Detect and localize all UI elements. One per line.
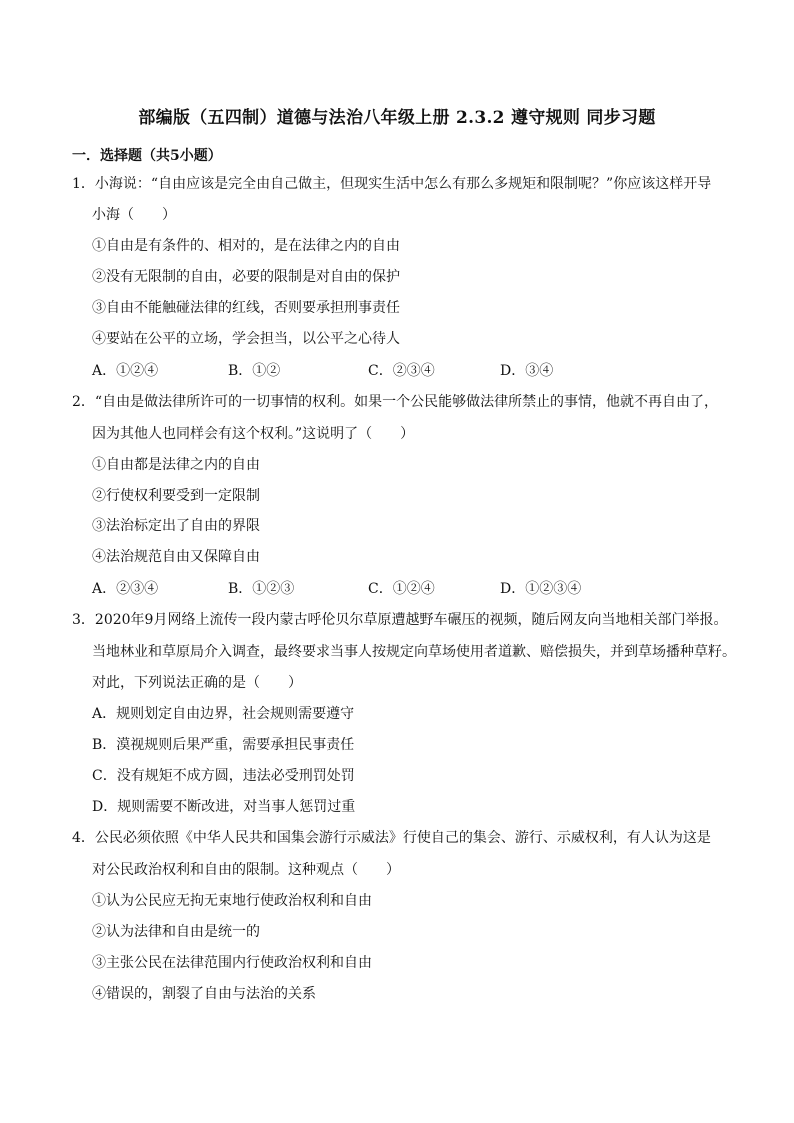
- question-4-item-1: ①认为公民应无拘无束地行使政治权利和自由: [92, 893, 372, 909]
- question-3-option-b: B．漠视规则后果严重，需要承担民事责任: [92, 737, 355, 753]
- choice-d: D．①②③④: [500, 581, 582, 597]
- question-2-item-2: ②行使权利要受到一定限制: [92, 488, 260, 504]
- question-4-item-3: ③主张公民在法律范围内行使政治权利和自由: [92, 955, 372, 971]
- page-title: 部编版（五四制）道德与法治八年级上册 2.3.2 遵守规则 同步习题: [138, 108, 656, 128]
- choice-b: B．①②③: [228, 581, 295, 597]
- choice-a: A．②③④: [92, 581, 159, 597]
- question-3-option-a: A．规则划定自由边界，社会规则需要遵守: [92, 706, 355, 722]
- question-4-item-4: ④错误的，割裂了自由与法治的关系: [92, 986, 316, 1002]
- question-1-item-3: ③自由不能触碰法律的红线，否则要承担刑事责任: [92, 300, 400, 316]
- question-3-line-2: 当地林业和草原局介入调查，最终要求当事人按规定向草场使用者道歉、赔偿损失，并到草场播种草籽。: [92, 644, 736, 660]
- question-3-option-d: D．规则需要不断改进，对当事人惩罚过重: [92, 799, 356, 815]
- question-4-line-1: 4．公民必须依照《中华人民共和国集会游行示威法》行使自己的集会、游行、示威权利，有人认为这是: [72, 830, 711, 846]
- question-2-item-1: ①自由都是法律之内的自由: [92, 457, 260, 473]
- question-4-item-2: ②认为法律和自由是统一的: [92, 924, 260, 940]
- question-1-item-1: ①自由是有条件的、相对的，是在法律之内的自由: [92, 238, 400, 254]
- choice-c: C．②③④: [368, 363, 435, 379]
- question-3-option-c: C．没有规矩不成方圆，违法必受刑罚处罚: [92, 768, 355, 784]
- question-3-line-1: 3．2020年9月网络上流传一段内蒙古呼伦贝尔草原遭越野车碾压的视频，随后网友向当地相关部门举报。: [72, 612, 728, 628]
- section-heading: 一．选择题（共5小题）: [72, 148, 222, 164]
- choice-a: A．①②④: [92, 363, 159, 379]
- question-1-item-4: ④要站在公平的立场，学会担当，以公平之心待人: [92, 331, 400, 347]
- choice-b: B．①②: [228, 363, 281, 379]
- question-2-line-2: 因为其他人也同样会有这个权利。”这说明了（ ）: [92, 426, 415, 442]
- choice-c: C．①②④: [368, 581, 435, 597]
- question-2-line-1: 2．“自由是做法律所许可的一切事情的权利。如果一个公民能够做法律所禁止的事情，他就不再自由了，: [72, 394, 719, 410]
- question-3-line-3: 对此，下列说法正确的是（ ）: [92, 675, 302, 691]
- question-4-line-2: 对公民政治权利和自由的限制。这种观点（ ）: [92, 862, 400, 878]
- question-1-line-2: 小海（ ）: [92, 207, 176, 223]
- question-2-item-3: ③法治标定出了自由的界限: [92, 518, 260, 534]
- question-1-item-2: ②没有无限制的自由，必要的限制是对自由的保护: [92, 269, 400, 285]
- question-2-item-4: ④法治规范自由又保障自由: [92, 549, 260, 565]
- choice-d: D．③④: [500, 363, 554, 379]
- question-1-line-1: 1．小海说：“自由应该是完全由自己做主，但现实生活中怎么有那么多规矩和限制呢？”你应该这样开导: [72, 176, 712, 192]
